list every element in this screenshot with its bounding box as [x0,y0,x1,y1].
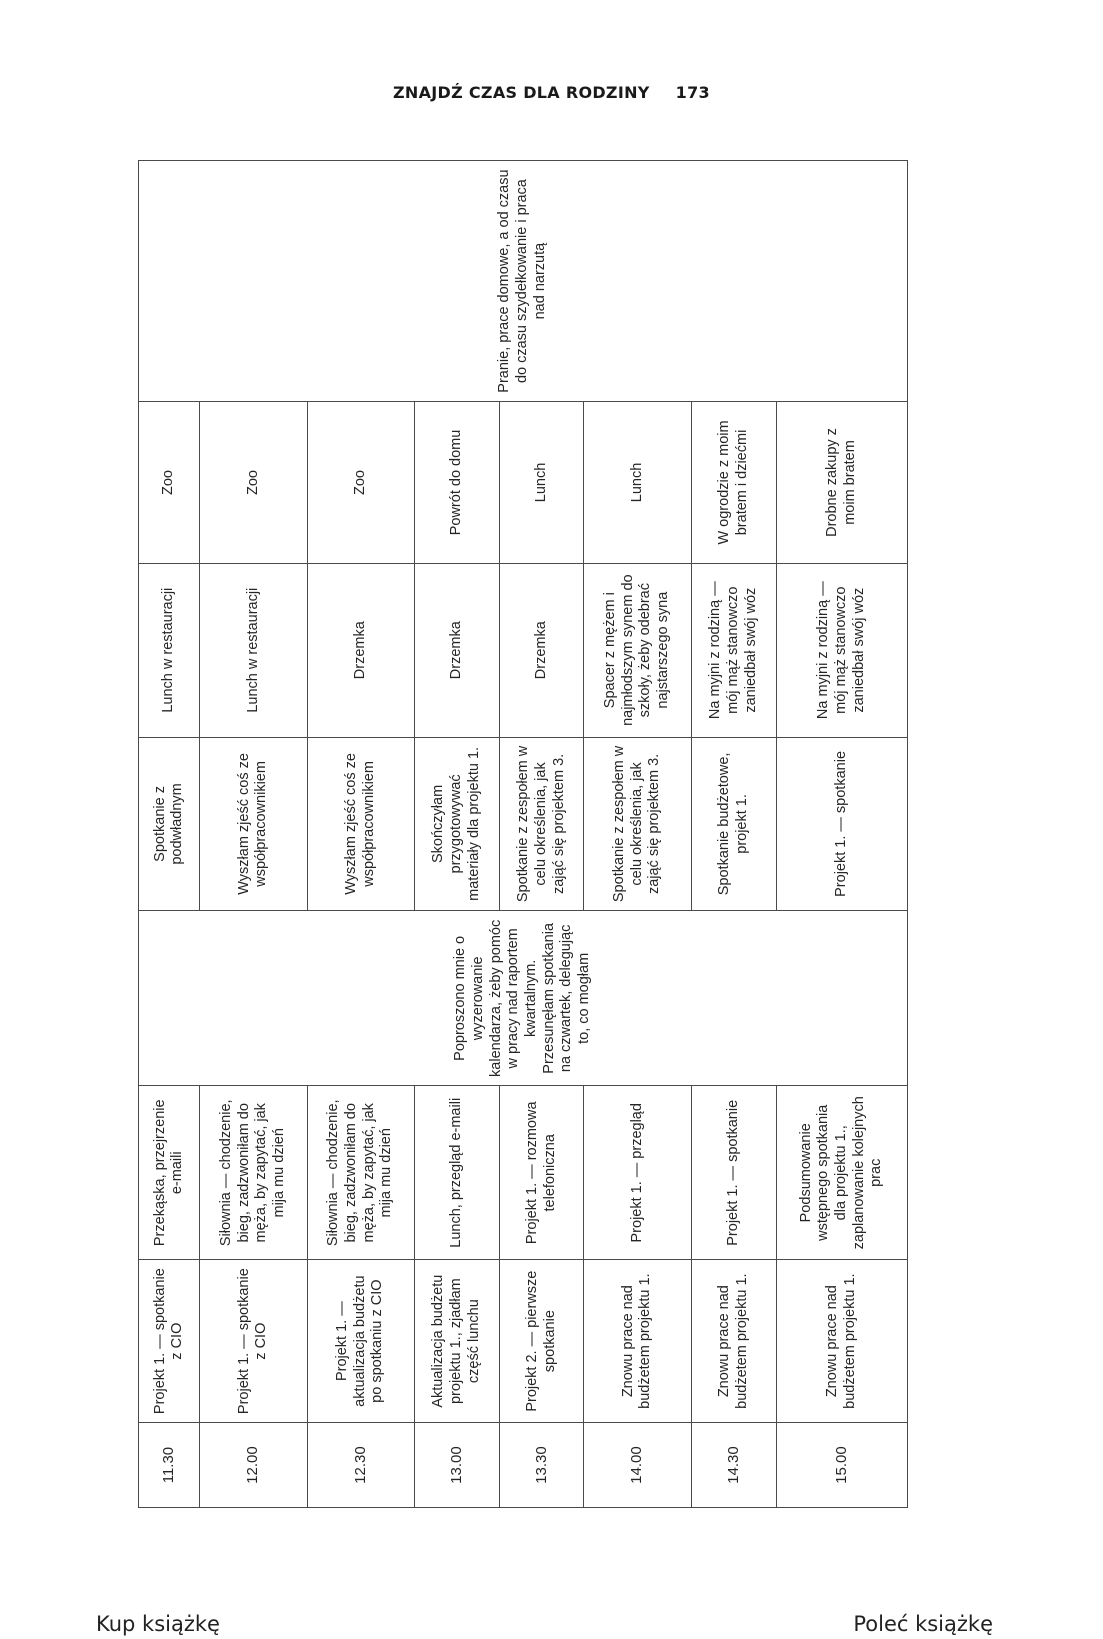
time-cell: 13.00 [414,1423,499,1508]
table-cell: Projekt 1. — spotkanie z CIO [139,1260,200,1423]
table-cell: Lunch [500,402,584,564]
table-cell: Lunch w restauracji [139,563,200,737]
table-cell: Aktualizacja budżetu projektu 1., zjadłam część lunchu [414,1260,499,1423]
table-row [139,161,200,1508]
table-cell: W ogrodzie z moim bratem i dziećmi [691,402,776,564]
table-cell: Lunch [584,402,691,564]
table-cell: Projekt 1. — spotkanie [691,1086,776,1260]
table-cell: Projekt 2. — pierwsze spotkanie [500,1260,584,1423]
table-cell: Projekt 1. — spotkanie [776,737,907,911]
table-cell: Drzemka [414,563,499,737]
table-cell: Spacer z mężem i najmłodszym synem do szkoły, żeby odebrać najstarszego syna [584,563,691,737]
time-cell: 11.30 [139,1423,200,1508]
table-cell: Drobne zakupy z moim bratem [776,402,907,564]
table-cell: Projekt 1. — przegląd [584,1086,691,1260]
table-cell: Spotkanie z zespołem w celu określenia, jak zająć się projektem 3. [500,737,584,911]
time-cell: 14.30 [691,1423,776,1508]
table-cell: Zoo [139,402,200,564]
rotated-table-container [138,160,908,1508]
time-cell: 13.30 [500,1423,584,1508]
schedule-table [138,160,908,1508]
page-number: 173 [675,83,710,102]
buy-book-link[interactable]: Kup książkę [96,1612,220,1636]
table-cell: Wyszłam zjeść coś ze współpracownikiem [200,737,307,911]
table-cell: Powrót do domu [414,402,499,564]
table-cell: Skończyłam przygotowywać materiały dla projektu 1. [414,737,499,911]
table-cell: Lunch, przegląd e-maili [414,1086,499,1260]
table-cell: Drzemka [307,563,414,737]
running-head [0,83,1103,102]
table-cell: Znowu prace nad budżetem projektu 1. [691,1260,776,1423]
table-cell: Na myjni z rodziną — mój mąż stanowczo zaniedbał swój wóz [776,563,907,737]
time-cell: 12.30 [307,1423,414,1508]
recommend-book-link[interactable]: Poleć książkę [853,1612,993,1636]
time-cell: 15.00 [776,1423,907,1508]
table-cell: Znowu prace nad budżetem projektu 1. [584,1260,691,1423]
time-cell: 14.00 [584,1423,691,1508]
table-cell: Podsumowanie wstępnego spotkania dla projektu 1., zaplanowanie kolejnych prac [776,1086,907,1260]
table-cell: Projekt 1. — aktualizacja budżetu po spotkaniu z CIO [307,1260,414,1423]
table-cell: Spotkanie z zespołem w celu określenia, jak zająć się projektem 3. [584,737,691,911]
table-cell: Przekąska, przejrzenie e-maili [139,1086,200,1260]
table-cell: Lunch w restauracji [200,563,307,737]
table-cell: Drzemka [500,563,584,737]
merged-cell: Pranie, prace domowe, a od czasu do czasu szydełkowanie i praca nad narzutą [139,161,908,402]
table-cell: Projekt 1. — spotkanie z CIO [200,1260,307,1423]
table-cell: Znowu prace nad budżetem projektu 1. [776,1260,907,1423]
table-cell: Siłownia — chodzenie, bieg, zadzwoniłam do męża, by zapytać, jak mija mu dzień [307,1086,414,1260]
table-cell: Na myjni z rodziną — mój mąż stanowczo zaniedbał swój wóz [691,563,776,737]
chapter-title: ZNAJDŹ CZAS DLA RODZINY [393,83,650,102]
table-cell: Projekt 1. — rozmowa telefoniczna [500,1086,584,1260]
merged-cell: Poproszono mnie o wyzerowanie kalendarza, żeby pomóc w pracy nad raportem kwartalnym. Przesunęłam spotkania na czwartek, delegując to, co mogłam [139,911,908,1086]
time-cell: 12.00 [200,1423,307,1508]
table-cell: Zoo [307,402,414,564]
table-cell: Spotkanie budżetowe, projekt 1. [691,737,776,911]
table-cell: Spotkanie z podwładnym [139,737,200,911]
table-cell: Zoo [200,402,307,564]
table-cell: Wyszłam zjeść coś ze współpracownikiem [307,737,414,911]
table-cell: Siłownia — chodzenie, bieg, zadzwoniłam do męża, by zapytać, jak mija mu dzień [200,1086,307,1260]
